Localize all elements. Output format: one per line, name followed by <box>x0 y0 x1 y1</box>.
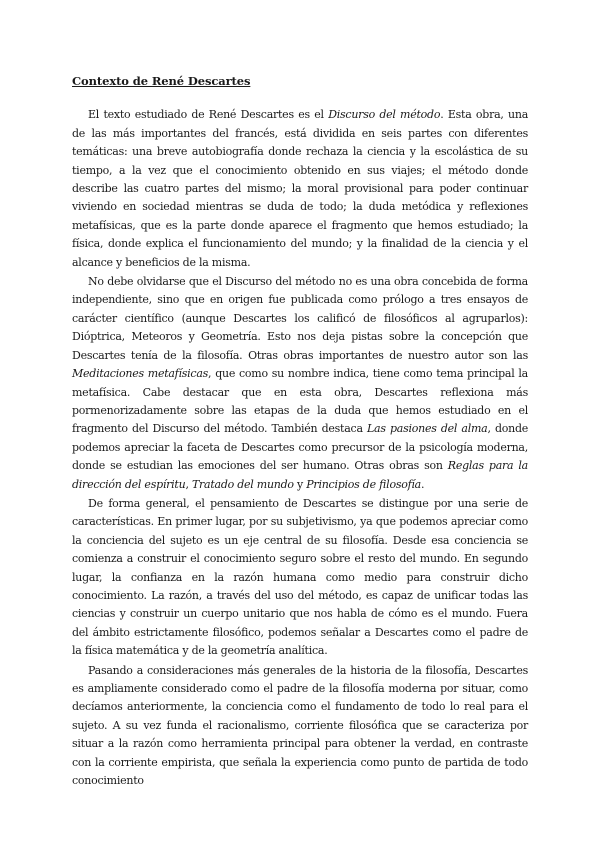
text-run: Pasando a consideraciones más generales de la historia de la filosofía, Descartes es ampliamente considerado como el padre de la filosofía moderna por situar, como decíamos anteriormente, la conciencia como el fundamento de todo lo real para el sujeto. A su vez funda el racionalismo, corriente filosófica que se caracteriza por situar a la razón como herramienta principal para obtener la verdad, en contraste con la corriente empirista, que señala la experiencia como punto de partida de todo conocimiento <box>72 663 528 788</box>
text-run: , <box>185 477 192 491</box>
document-title: Contexto de René Descartes <box>72 74 251 88</box>
book-title: Reglas para la dirección del espíritu <box>72 459 528 491</box>
paragraph <box>72 106 528 272</box>
text-run: , que como su nombre indica, tiene como tema principal la metafísica. Cabe destacar que en esta obra, Descartes reflexiona más pormenorizadamente sobre las etapas de la duda que hemos estudiado en el fragmento del Discurso del método. También destaca <box>72 367 528 436</box>
paragraph <box>72 495 528 661</box>
book-title: Principios de filosofía <box>306 477 421 491</box>
paragraph <box>72 662 528 791</box>
text-run: . Esta obra, una de las más importantes del francés, está dividida en seis partes con diferentes temáticas: una breve autobiografía donde rechaza la ciencia y la escolástica de su tiempo, a la vez que el conocimiento obtenido en sus viajes; el método donde describe las cuatro partes del mismo; la moral provisional para poder continuar viviendo en sociedad mientras se duda de todo; la duda metódica y reflexiones metafísicas, que es la parte donde aparece el fragmento que hemos estudiado; la física, donde explica el funcionamiento del mundo; y la finalidad de la ciencia y el alcance y beneficios de la misma. <box>72 108 528 269</box>
document-page <box>72 72 528 790</box>
text-run: De forma general, el pensamiento de Descartes se distingue por una serie de características. En primer lugar, por su subjetivismo, ya que podemos apreciar como la conciencia del sujeto es un eje central de su filosofía. Desde esa conciencia se comienza a construir el conocimiento seguro sobre el resto del mundo. En segundo lugar, la confianza en la razón humana como medio para construir dicho conocimiento. La razón, a través del uso del método, es capaz de unificar todas las ciencias y construir un cuerpo unitario que nos habla de cómo es el mundo. Fuera del ámbito estrictamente filosófico, podemos señalar a Descartes como el padre de la física matemática y de la geometría analítica. <box>72 496 528 658</box>
paragraph <box>72 273 528 494</box>
text-run: . <box>421 477 425 491</box>
book-title: Discurso del método <box>328 108 441 122</box>
book-title: Meditaciones metafísicas <box>72 367 209 381</box>
text-run: y <box>293 477 307 491</box>
text-run: No debe olvidarse que el Discurso del método no es una obra concebida de forma independiente, sino que en origen fue publicada como prólogo a tres ensayos de carácter científico (aunque Descartes los calificó de filosóficos al agruparlos): Dióptrica, Meteoros y Geometría. Esto nos deja pistas sobre la concepción que Descartes tenía de la filosofía. Otras obras importantes de nuestro autor son las <box>72 275 528 362</box>
book-title: Tratado del mundo <box>191 477 294 491</box>
text-run: , donde podemos apreciar la faceta de Descartes como precursor de la psicología moderna, donde se estudian las emociones del ser humano. Otras obras son <box>72 422 528 473</box>
text-run: El texto estudiado de René Descartes es el <box>88 108 329 122</box>
book-title: Las pasiones del alma <box>367 422 488 436</box>
